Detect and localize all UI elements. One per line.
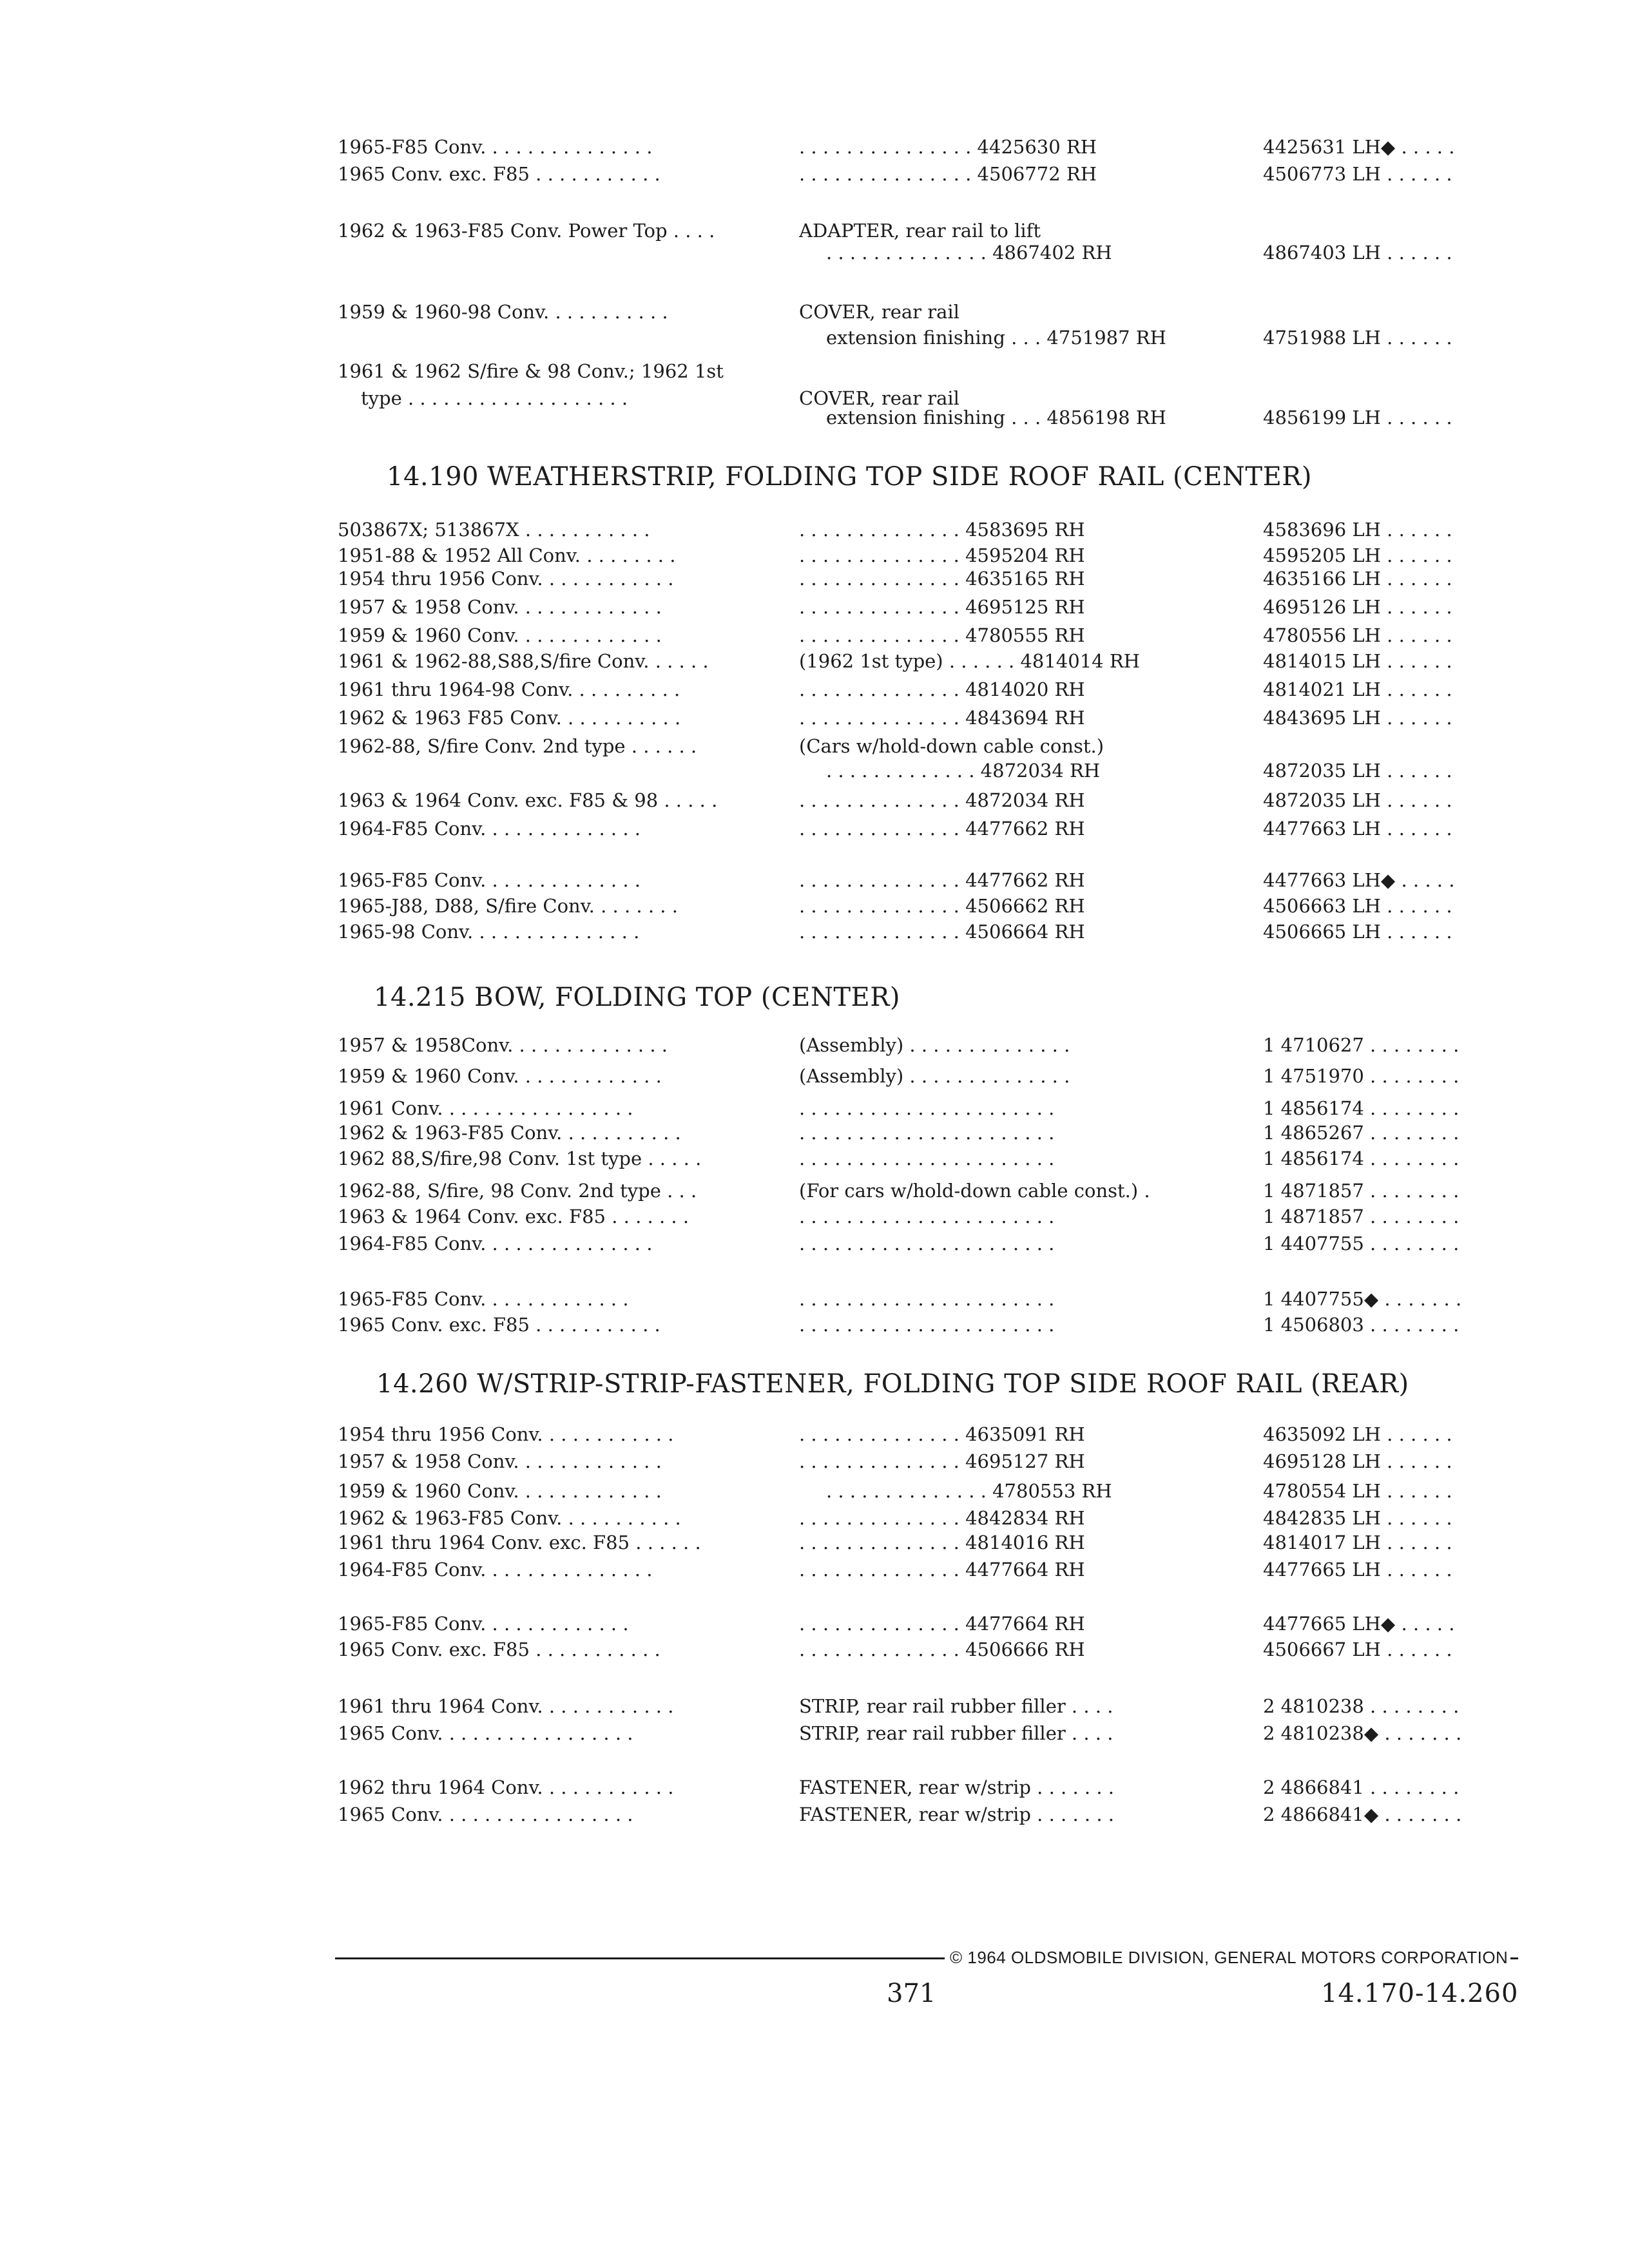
description-cell: . . . . . . . . . . . . . . . . . . . . . . bbox=[799, 1122, 1055, 1144]
description-cell: . . . . . . . . . . . . . . 4872034 RH bbox=[799, 789, 1085, 811]
model-cell: 1965-98 Conv. . . . . . . . . . . . . . . bbox=[338, 921, 640, 943]
model-cell: 1962 & 1963 F85 Conv. . . . . . . . . . . bbox=[338, 707, 681, 729]
table-row bbox=[0, 515, 1629, 544]
part-number-cell: 4595205 LH . . . . . . bbox=[1263, 544, 1452, 566]
model-cell: 1965 Conv. exc. F85 . . . . . . . . . . . bbox=[338, 1314, 660, 1336]
description-cell: . . . . . . . . . . . . . . 4635091 RH bbox=[799, 1423, 1085, 1445]
part-number-cell: 1 4871857 . . . . . . . . bbox=[1263, 1206, 1460, 1227]
description-cell: . . . . . . . . . . . . . . 4477664 RH bbox=[799, 1559, 1085, 1581]
section-heading: 14.190 WEATHERSTRIP, FOLDING TOP SIDE ROOF RAIL (CENTER) bbox=[387, 462, 1313, 492]
description-cell: . . . . . . . . . . . . . . 4867402 RH bbox=[826, 242, 1112, 264]
footer-rule-left bbox=[335, 1957, 945, 1959]
description-cell: . . . . . . . . . . . . . . 4477664 RH bbox=[799, 1613, 1085, 1635]
description-cell: FASTENER, rear w/strip . . . . . . . bbox=[799, 1803, 1115, 1825]
description-cell: . . . . . . . . . . . . . . 4814020 RH bbox=[799, 678, 1085, 700]
model-cell: 1965-F85 Conv. . . . . . . . . . . . . bbox=[338, 1288, 629, 1310]
part-number-cell: 1 4865267 . . . . . . . . bbox=[1263, 1122, 1460, 1144]
table-row bbox=[0, 160, 1629, 188]
table-row bbox=[0, 1692, 1629, 1720]
table-row bbox=[0, 1477, 1629, 1505]
section-heading: 14.215 BOW, FOLDING TOP (CENTER) bbox=[374, 983, 900, 1012]
description-cell: STRIP, rear rail rubber filler . . . . bbox=[799, 1722, 1113, 1744]
model-cell: 1959 & 1960-98 Conv. . . . . . . . . . . bbox=[338, 301, 668, 323]
model-cell: 1962 & 1963-F85 Conv. Power Top . . . . bbox=[338, 220, 715, 242]
model-cell: 1965 Conv. . . . . . . . . . . . . . . . . bbox=[338, 1803, 633, 1825]
description-cell: . . . . . . . . . . . . . . 4635165 RH bbox=[799, 568, 1085, 590]
model-cell: 1965 Conv. exc. F85 . . . . . . . . . . . bbox=[338, 163, 660, 185]
table-row bbox=[0, 1447, 1629, 1475]
table-row bbox=[0, 1719, 1629, 1747]
description-cell: . . . . . . . . . . . . . . . . . . . . . . bbox=[799, 1233, 1055, 1254]
part-number-cell: 1 4710627 . . . . . . . . bbox=[1263, 1034, 1460, 1056]
description-cell: extension finishing . . . 4856198 RH bbox=[826, 407, 1166, 428]
part-number-cell: 4506665 LH . . . . . . bbox=[1263, 921, 1452, 943]
description-cell: (For cars w/hold-down cable const.) . bbox=[799, 1180, 1150, 1202]
model-cell: 1962-88, S/fire, 98 Conv. 2nd type . . . bbox=[338, 1180, 697, 1202]
table-row bbox=[0, 564, 1629, 593]
table-row bbox=[0, 298, 1629, 326]
model-cell: 1962 & 1963-F85 Conv. . . . . . . . . . . bbox=[338, 1122, 681, 1144]
description-cell: (Assembly) . . . . . . . . . . . . . . bbox=[799, 1034, 1070, 1056]
part-number-cell: 4780556 LH . . . . . . bbox=[1263, 624, 1452, 646]
description-cell: . . . . . . . . . . . . . . . . . . . . . . bbox=[799, 1206, 1055, 1227]
part-number-cell: 4635166 LH . . . . . . bbox=[1263, 568, 1452, 590]
table-row bbox=[0, 593, 1629, 621]
model-cell: 1963 & 1964 Conv. exc. F85 & 98 . . . . . bbox=[338, 789, 718, 811]
model-cell: 1965-F85 Conv. . . . . . . . . . . . . . . bbox=[338, 136, 653, 158]
part-number-cell: 4477663 LH . . . . . . bbox=[1263, 818, 1452, 840]
table-row bbox=[0, 133, 1629, 161]
table-row bbox=[0, 1062, 1629, 1090]
part-number-cell: 1 4856174 . . . . . . . . bbox=[1263, 1097, 1460, 1119]
part-number-cell: 2 4810238 . . . . . . . . bbox=[1263, 1695, 1460, 1717]
model-cell: 1959 & 1960 Conv. . . . . . . . . . . . . bbox=[338, 1480, 662, 1502]
description-cell: extension finishing . . . 4751987 RH bbox=[826, 327, 1166, 349]
model-cell: 1961 Conv. . . . . . . . . . . . . . . . . bbox=[338, 1097, 633, 1119]
part-number-cell: 4814017 LH . . . . . . bbox=[1263, 1532, 1452, 1553]
table-row bbox=[0, 1528, 1629, 1557]
table-row bbox=[0, 1177, 1629, 1205]
model-cell: 1964-F85 Conv. . . . . . . . . . . . . . . bbox=[338, 1233, 653, 1254]
model-cell: 1961 & 1962 S/fire & 98 Conv.; 1962 1st bbox=[338, 360, 724, 382]
part-number-cell: 4583696 LH . . . . . . bbox=[1263, 519, 1452, 541]
part-number-cell: 4872035 LH . . . . . . bbox=[1263, 760, 1452, 782]
description-cell: . . . . . . . . . . . . . . 4695127 RH bbox=[799, 1450, 1085, 1472]
table-row bbox=[0, 918, 1629, 946]
description-cell: . . . . . . . . . . . . . . . . . . . . . . bbox=[799, 1148, 1055, 1169]
table-row bbox=[0, 647, 1629, 675]
part-number-cell: 1 4751970 . . . . . . . . bbox=[1263, 1065, 1460, 1087]
model-cell: 1959 & 1960 Conv. . . . . . . . . . . . . bbox=[338, 1065, 662, 1087]
part-number-cell: 4477663 LH◆ . . . . . bbox=[1263, 869, 1455, 891]
table-row bbox=[0, 814, 1629, 843]
model-cell: 1954 thru 1956 Conv. . . . . . . . . . . . bbox=[338, 1423, 674, 1445]
part-number-cell: 4506773 LH . . . . . . bbox=[1263, 163, 1452, 185]
model-cell: 1962-88, S/fire Conv. 2nd type . . . . . . bbox=[338, 735, 697, 757]
description-cell: . . . . . . . . . . . . . . 4814016 RH bbox=[799, 1532, 1085, 1553]
description-cell: . . . . . . . . . . . . . . 4477662 RH bbox=[799, 818, 1085, 840]
part-number-cell: 4506667 LH . . . . . . bbox=[1263, 1639, 1452, 1660]
description-cell: ADAPTER, rear rail to lift bbox=[799, 220, 1041, 242]
model-cell: 1963 & 1964 Conv. exc. F85 . . . . . . . bbox=[338, 1206, 689, 1227]
description-cell: . . . . . . . . . . . . . . 4842834 RH bbox=[799, 1507, 1085, 1529]
part-number-cell: 1 4407755◆ . . . . . . . bbox=[1263, 1288, 1462, 1310]
table-row bbox=[0, 1773, 1629, 1802]
description-cell: . . . . . . . . . . . . . . . . . . . . . . bbox=[799, 1288, 1055, 1310]
part-number-cell: 4695126 LH . . . . . . bbox=[1263, 596, 1452, 618]
description-cell: . . . . . . . . . . . . . . 4595204 RH bbox=[799, 544, 1085, 566]
model-cell: 1965-F85 Conv. . . . . . . . . . . . . bbox=[338, 1613, 629, 1635]
section-heading: 14.260 W/STRIP-STRIP-FASTENER, FOLDING TOP SIDE ROOF RAIL (REAR) bbox=[376, 1369, 1409, 1399]
model-cell: 1954 thru 1956 Conv. . . . . . . . . . . . bbox=[338, 568, 674, 590]
model-cell: 1957 & 1958 Conv. . . . . . . . . . . . . bbox=[338, 596, 662, 618]
part-number-cell: 4814021 LH . . . . . . bbox=[1263, 678, 1452, 700]
table-row bbox=[0, 1031, 1629, 1059]
description-cell: COVER, rear rail bbox=[799, 301, 959, 323]
page-number: 371 bbox=[887, 1979, 936, 2008]
part-number-cell: 1 4856174 . . . . . . . . bbox=[1263, 1148, 1460, 1169]
part-number-cell: 4867403 LH . . . . . . bbox=[1263, 242, 1452, 264]
table-row bbox=[0, 1229, 1629, 1258]
description-cell: . . . . . . . . . . . . . . 4843694 RH bbox=[799, 707, 1085, 729]
description-cell: FASTENER, rear w/strip . . . . . . . bbox=[799, 1776, 1115, 1798]
model-cell: type . . . . . . . . . . . . . . . . . . . bbox=[361, 387, 628, 409]
description-cell: . . . . . . . . . . . . . . 4583695 RH bbox=[799, 519, 1085, 541]
table-row bbox=[0, 892, 1629, 920]
footer-copyright-line bbox=[335, 1943, 1518, 1972]
part-number-cell: 4814015 LH . . . . . . bbox=[1263, 650, 1452, 672]
description-cell: . . . . . . . . . . . . . . 4780555 RH bbox=[799, 624, 1085, 646]
model-cell: 1962 88,S/fire,98 Conv. 1st type . . . . . bbox=[338, 1148, 702, 1169]
part-number-cell: 2 4866841◆ . . . . . . . bbox=[1263, 1803, 1462, 1825]
table-row bbox=[0, 621, 1629, 649]
part-number-cell: 4842835 LH . . . . . . bbox=[1263, 1507, 1452, 1529]
model-cell: 1961 & 1962-88,S88,S/fire Conv. . . . . . bbox=[338, 650, 709, 672]
model-cell: 1961 thru 1964 Conv. . . . . . . . . . . . bbox=[338, 1695, 674, 1717]
table-row bbox=[0, 1610, 1629, 1638]
table-row bbox=[0, 403, 1629, 432]
part-number-cell: 1 4871857 . . . . . . . . bbox=[1263, 1180, 1460, 1202]
description-cell: (Assembly) . . . . . . . . . . . . . . bbox=[799, 1065, 1070, 1087]
table-row bbox=[0, 1285, 1629, 1313]
table-row bbox=[0, 1119, 1629, 1147]
description-cell: . . . . . . . . . . . . . . 4506662 RH bbox=[799, 895, 1085, 917]
model-cell: 1961 thru 1964-98 Conv. . . . . . . . . . bbox=[338, 678, 680, 700]
description-cell: . . . . . . . . . . . . . . . . . . . . . . bbox=[799, 1097, 1055, 1119]
description-cell: . . . . . . . . . . . . . . . . . . . . . . bbox=[799, 1314, 1055, 1336]
model-cell: 1962 thru 1964 Conv. . . . . . . . . . . . bbox=[338, 1776, 674, 1798]
model-cell: 1951-88 & 1952 All Conv. . . . . . . . . bbox=[338, 544, 676, 566]
table-row bbox=[0, 238, 1629, 267]
table-row bbox=[0, 323, 1629, 352]
model-cell: 1965 Conv. . . . . . . . . . . . . . . . . bbox=[338, 1722, 633, 1744]
description-cell: (1962 1st type) . . . . . . 4814014 RH bbox=[799, 650, 1140, 672]
part-number-cell: 4872035 LH . . . . . . bbox=[1263, 789, 1452, 811]
model-cell: 503867X; 513867X . . . . . . . . . . . bbox=[338, 519, 650, 541]
table-row bbox=[0, 704, 1629, 732]
model-cell: 1965-J88, D88, S/fire Conv. . . . . . . . bbox=[338, 895, 678, 917]
model-cell: 1959 & 1960 Conv. . . . . . . . . . . . . bbox=[338, 624, 662, 646]
table-row bbox=[0, 675, 1629, 704]
part-number-cell: 4856199 LH . . . . . . bbox=[1263, 407, 1452, 428]
part-number-cell: 1 4407755 . . . . . . . . bbox=[1263, 1233, 1460, 1254]
table-row bbox=[0, 1555, 1629, 1584]
table-row bbox=[0, 1800, 1629, 1829]
description-cell: . . . . . . . . . . . . . . 4506666 RH bbox=[799, 1639, 1085, 1660]
table-row bbox=[0, 1202, 1629, 1231]
description-cell: . . . . . . . . . . . . . . . 4425630 RH bbox=[799, 136, 1097, 158]
model-cell: 1965-F85 Conv. . . . . . . . . . . . . . bbox=[338, 869, 641, 891]
model-cell: 1957 & 1958 Conv. . . . . . . . . . . . . bbox=[338, 1450, 662, 1472]
table-row bbox=[0, 866, 1629, 894]
description-cell: . . . . . . . . . . . . . . . 4506772 RH bbox=[799, 163, 1097, 185]
part-number-cell: 4843695 LH . . . . . . bbox=[1263, 707, 1452, 729]
part-number-cell: 4780554 LH . . . . . . bbox=[1263, 1480, 1452, 1502]
description-cell: (Cars w/hold-down cable const.) bbox=[799, 735, 1104, 757]
description-cell: COVER, rear rail bbox=[799, 387, 959, 409]
description-cell: . . . . . . . . . . . . . 4872034 RH bbox=[826, 760, 1101, 782]
part-number-cell: 2 4810238◆ . . . . . . . bbox=[1263, 1722, 1462, 1744]
table-row bbox=[0, 1311, 1629, 1339]
model-cell: 1964-F85 Conv. . . . . . . . . . . . . . bbox=[338, 818, 641, 840]
table-row bbox=[0, 1635, 1629, 1664]
part-number-cell: 4695128 LH . . . . . . bbox=[1263, 1450, 1452, 1472]
part-number-cell: 4635092 LH . . . . . . bbox=[1263, 1423, 1452, 1445]
description-cell: . . . . . . . . . . . . . . 4695125 RH bbox=[799, 596, 1085, 618]
model-cell: 1961 thru 1964 Conv. exc. F85 . . . . . . bbox=[338, 1532, 701, 1553]
table-row bbox=[0, 357, 1629, 385]
model-cell: 1965 Conv. exc. F85 . . . . . . . . . . . bbox=[338, 1639, 660, 1660]
description-cell: . . . . . . . . . . . . . . 4506664 RH bbox=[799, 921, 1085, 943]
part-number-cell: 2 4866841 . . . . . . . . bbox=[1263, 1776, 1460, 1798]
description-cell: . . . . . . . . . . . . . . 4780553 RH bbox=[826, 1480, 1112, 1502]
model-cell: 1962 & 1963-F85 Conv. . . . . . . . . . . bbox=[338, 1507, 681, 1529]
part-number-cell: 4477665 LH◆ . . . . . bbox=[1263, 1613, 1455, 1635]
footer-copyright: © 1964 OLDSMOBILE DIVISION, GENERAL MOTORS CORPORATION bbox=[947, 1943, 1510, 1972]
table-row bbox=[0, 756, 1629, 785]
table-row bbox=[0, 1144, 1629, 1173]
description-cell: STRIP, rear rail rubber filler . . . . bbox=[799, 1695, 1113, 1717]
page-range: 14.170-14.260 bbox=[1321, 1979, 1519, 2008]
description-cell: . . . . . . . . . . . . . . 4477662 RH bbox=[799, 869, 1085, 891]
part-number-cell: 1 4506803 . . . . . . . . bbox=[1263, 1314, 1460, 1336]
part-number-cell: 4751988 LH . . . . . . bbox=[1263, 327, 1452, 349]
table-row bbox=[0, 786, 1629, 814]
part-number-cell: 4425631 LH◆ . . . . . bbox=[1263, 136, 1455, 158]
table-row bbox=[0, 1420, 1629, 1448]
model-cell: 1964-F85 Conv. . . . . . . . . . . . . . . bbox=[338, 1559, 653, 1581]
part-number-cell: 4477665 LH . . . . . . bbox=[1263, 1559, 1452, 1581]
model-cell: 1957 & 1958Conv. . . . . . . . . . . . . . bbox=[338, 1034, 668, 1056]
part-number-cell: 4506663 LH . . . . . . bbox=[1263, 895, 1452, 917]
